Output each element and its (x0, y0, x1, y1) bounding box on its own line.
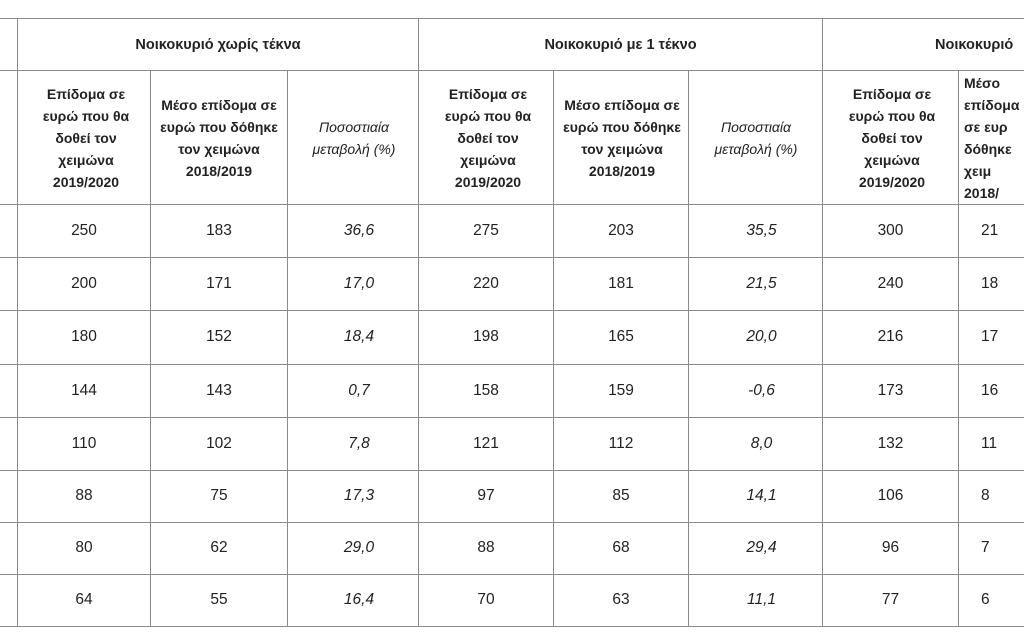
table-cell: 102 (206, 434, 232, 452)
table-cell: 88 (75, 487, 93, 504)
table-cell: 165 (608, 328, 634, 345)
table-cell: 11,1 (746, 591, 777, 608)
table-cell: 7,8 (348, 434, 370, 452)
subheader-benefit-2019: Επίδομα σε ευρώ που θα δοθεί τον χειμώνα 2019/2020 (444, 85, 532, 190)
table-cell: 158 (473, 381, 499, 399)
table-cell: 106 (877, 487, 904, 504)
table-cell: 55 (210, 591, 228, 608)
subheader-benefit-2019: Επίδομα σε ευρώ που θα δοθεί τον χειμώνα 2019/2020 (848, 85, 936, 190)
subheader-pct-change: Ποσοστιαία μεταβολή (%) (312, 118, 396, 157)
subheader-benefit-2019: Επίδομα σε ευρώ που θα δοθεί τον χειμώνα 2019/2020 (42, 85, 130, 190)
table-cell: 240 (877, 274, 904, 292)
table-cell: 75 (210, 487, 228, 504)
subheader-pct-change: Ποσοστιαία μεταβολή (%) (714, 118, 798, 157)
table-cell: 16 (981, 381, 999, 399)
table-cell: 6 (981, 591, 990, 608)
table-cell: 96 (881, 539, 900, 556)
table-cell: 203 (608, 221, 634, 239)
table-cell: 7 (981, 539, 990, 556)
table-cell: 171 (206, 274, 232, 292)
group-header-no-children: Νοικοκυριό χωρίς τέκνα (135, 36, 301, 53)
table-cell: 63 (612, 591, 630, 608)
table-cell: -0,6 (748, 381, 775, 399)
table-cell: 275 (473, 221, 499, 239)
table-cell: 29,0 (343, 539, 375, 556)
table-cell: 143 (206, 381, 232, 399)
table-cell: 18 (981, 274, 999, 292)
table-cell: 68 (612, 539, 630, 556)
table-cell: 88 (477, 539, 495, 556)
table-cell: 70 (477, 591, 495, 608)
table-cell: 97 (477, 487, 495, 504)
table-cell: 300 (877, 221, 904, 239)
group-header-third: Νοικοκυριό (935, 36, 1014, 53)
table-cell: 112 (608, 434, 634, 452)
table-cell: 110 (71, 434, 97, 452)
table-cell: 21,5 (746, 274, 777, 292)
table-cell: 0,7 (348, 381, 370, 399)
subheader-avg-2018-clipped: Μέσο επίδομα σε ευρ δόθηκε χειμ 2018/ (964, 74, 1020, 201)
table-cell: 35,5 (746, 221, 777, 239)
table-cell: 173 (877, 381, 904, 399)
table-cell: 80 (75, 539, 93, 556)
table-cell: 17,3 (343, 487, 375, 504)
table-cell: 121 (473, 434, 499, 452)
table-cell: 216 (877, 328, 904, 345)
table-cell: 21 (981, 221, 999, 239)
table-cell: 18,4 (343, 328, 375, 345)
table-cell: 64 (75, 591, 93, 608)
table-cell: 159 (608, 381, 634, 399)
table-cell: 200 (71, 274, 97, 292)
table-cell: 85 (612, 487, 630, 504)
table-cell: 17 (981, 328, 999, 345)
table-cell: 8,0 (750, 434, 773, 452)
table-cell: 11 (981, 434, 998, 452)
table-cell: 132 (877, 434, 904, 452)
table-cell: 198 (473, 328, 499, 345)
table-cell: 220 (473, 274, 499, 292)
table-cell: 20,0 (746, 328, 777, 345)
subheader-avg-2018: Μέσο επίδομα σε ευρώ που δόθηκε τον χειμώνα 2018/2019 (160, 96, 278, 179)
table-cell: 14,1 (746, 487, 777, 504)
table-cell: 29,4 (746, 539, 777, 556)
table-cell: 17,0 (343, 274, 375, 292)
table-cell: 183 (206, 221, 232, 239)
table-cell: 8 (981, 487, 990, 504)
group-header-one-child: Νοικοκυριό με 1 τέκνο (544, 36, 697, 53)
table-cell: 181 (608, 274, 634, 292)
table-cell: 62 (210, 539, 228, 556)
table-cell: 144 (71, 381, 97, 399)
table-cell: 36,6 (343, 221, 375, 239)
table-cell: 152 (206, 328, 232, 345)
table-cell: 250 (71, 221, 97, 239)
table-cell: 16,4 (343, 591, 375, 608)
table-cell: 180 (71, 328, 97, 345)
subheader-avg-2018: Μέσο επίδομα σε ευρώ που δόθηκε τον χειμώνα 2018/2019 (563, 96, 681, 179)
table-cell: 77 (881, 591, 900, 608)
